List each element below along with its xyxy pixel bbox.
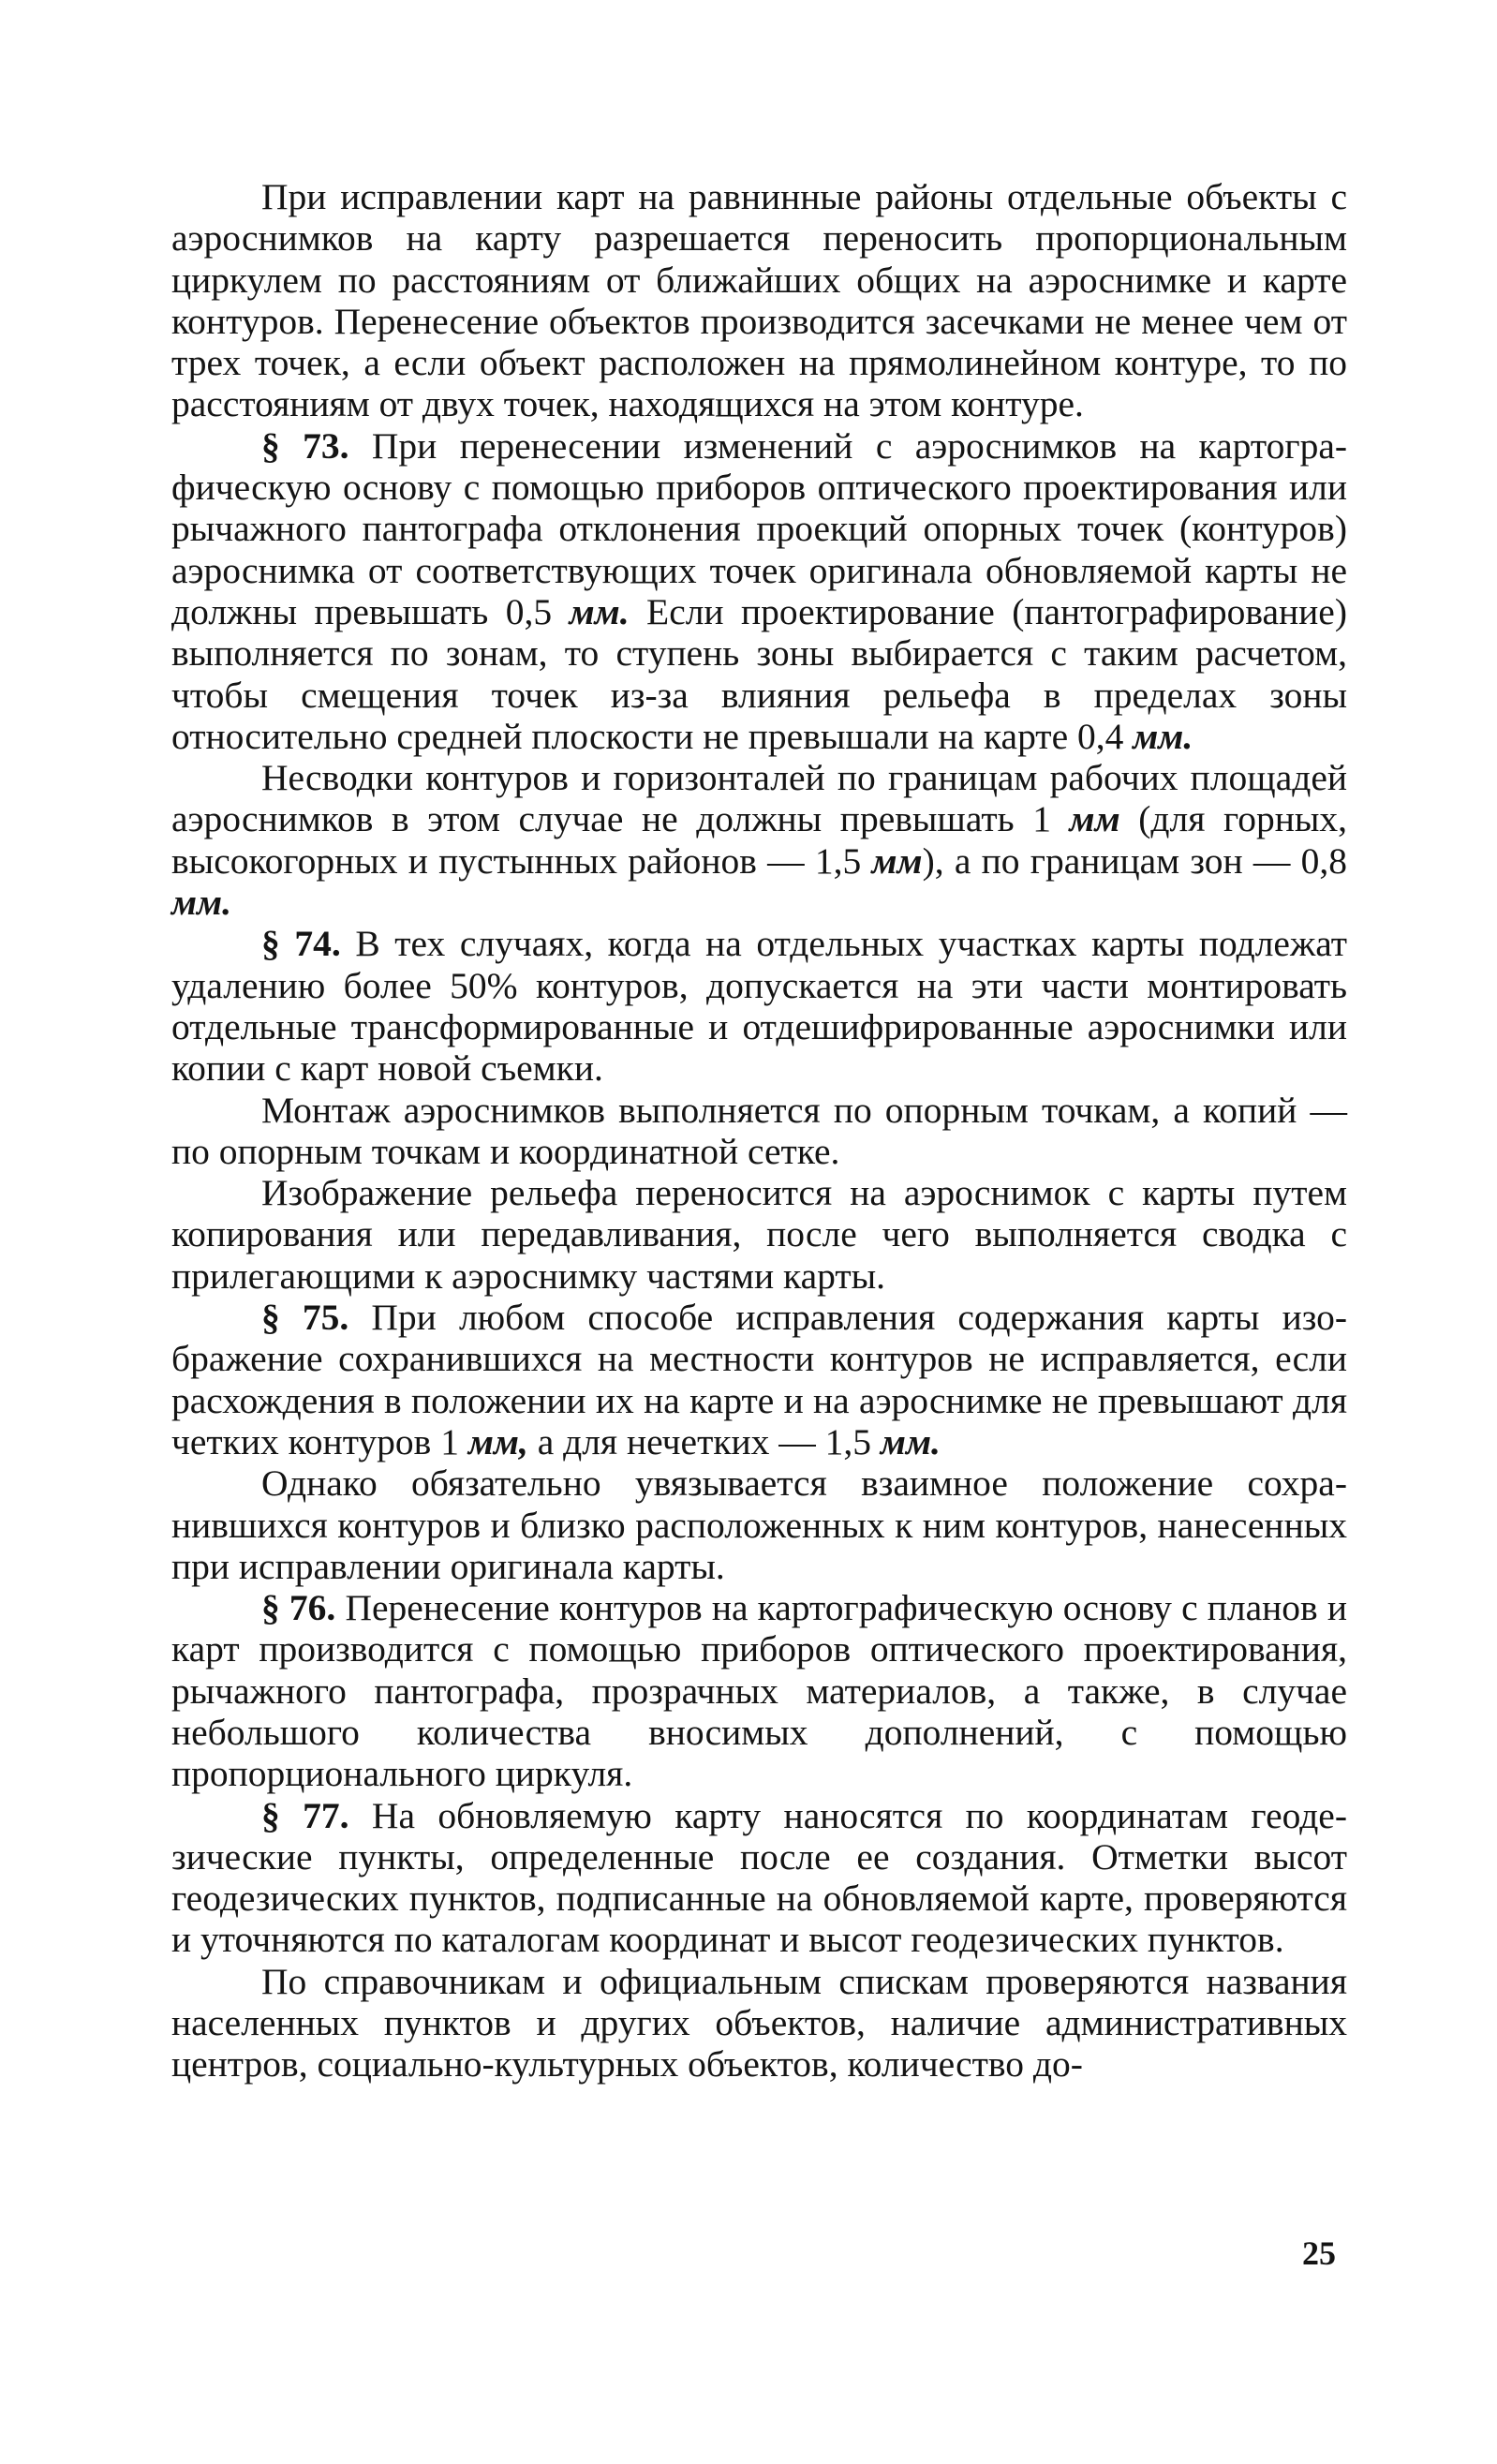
paragraph-section-76 <box>171 1587 1347 1794</box>
unit-label: мм. <box>171 882 231 924</box>
paragraph-8 <box>171 1462 1347 1587</box>
unit-label: мм. <box>1133 715 1193 757</box>
paragraph-text: В тех случаях, когда на отдельных участках карты подлежат удалению более 50% контуров, допускается на эти части монтировать отдельные трансформированные и отдешифрированные аэроснимки или копии с карт новой съемки. <box>171 923 1348 1090</box>
paragraph-1 <box>171 176 1347 425</box>
section-number: § 75. <box>261 1297 349 1339</box>
unit-label: мм. <box>569 590 630 632</box>
paragraph-text: Монтаж аэроснимков выполняется по опорным точкам, а копий — по опорным точкам и координатной сетке. <box>171 1089 1347 1172</box>
paragraph-3 <box>171 757 1347 923</box>
paragraph-6 <box>171 1172 1347 1297</box>
paragraph-text: При любом способе исправления содержания карты изображение сохранившихся на местности контуров не исправляется, если расхождения в положении их на карте и на аэроснимке не превышают для четких контуров 1 <box>171 1297 1348 1462</box>
paragraph-section-73 <box>171 425 1347 757</box>
paragraph-section-77 <box>171 1795 1347 1961</box>
page-body <box>171 176 1347 2085</box>
paragraph-text: На обновляемую карту наносятся по координатам геодезические пункты, определенные после ее создания. Отметки высот геодезических пунктов, подписанные на обновляемой карте, проверяются и уточняются по каталогам координат и высот геодезических пунктов. <box>171 1794 1347 1961</box>
paragraph-section-75 <box>171 1297 1347 1462</box>
paragraph-11 <box>171 1961 1347 2085</box>
paragraph-text: а для нечетких — 1,5 <box>527 1420 881 1462</box>
paragraph-text: Изображение рельефа переносится на аэроснимок с карты путем копирования или передавливания, после чего выполняется сводка с прилегающими к аэроснимку частями карты. <box>171 1172 1347 1297</box>
unit-label: мм, <box>467 1420 528 1462</box>
paragraph-text: Если проектирование (пантографирование) выполняется по зонам, то ступень зоны выбирается с таким расчетом, чтобы смещения точек из-за влияния рельефа в пределах зоны относительно средней плоскости не превышали на карте 0,4 <box>171 590 1347 757</box>
unit-label: мм <box>871 839 923 882</box>
paragraph-5 <box>171 1090 1347 1173</box>
unit-label: мм <box>1069 798 1120 840</box>
unit-label: мм. <box>880 1420 941 1462</box>
paragraph-text: Несводки контуров и горизонталей по границам рабочих площадей аэроснимков в этом случае не должны превышать 1 <box>171 757 1347 840</box>
paragraph-section-74 <box>171 923 1347 1089</box>
section-number: § 73. <box>261 424 349 467</box>
paragraph-text: (для горных, высокогорных и пустынных районов — 1,5 <box>171 798 1347 882</box>
section-number: § 77. <box>261 1794 349 1836</box>
paragraph-text: При исправлении карт на равнинные районы отдельные объекты с аэроснимков на карту разрешается переносить пропорциональным циркулем по расстояниям от ближайших общих на аэроснимке и карте контуров. Перенесение объектов производится засечками не менее чем от трех точек, а если объект расположен на прямолинейном контуре, то по расстояниям от двух точек, находящихся на этом контуре. <box>171 176 1347 425</box>
section-number: § 74. <box>261 923 341 965</box>
paragraph-text: По справочникам и официальным спискам проверяются названия населенных пунктов и других объектов, наличие административных центров, социально-культурных объектов, количество до- <box>171 1960 1347 2085</box>
paragraph-text: ), а по границам зон — 0,8 <box>922 839 1347 882</box>
paragraph-text: Однако обязательно увязывается взаимное положение сохранившихся контуров и близко расположенных к ним контуров, нанесенных при исправлении оригинала карты. <box>171 1462 1347 1587</box>
page-number: 25 <box>1302 2234 1336 2272</box>
paragraph-text: Перенесение контуров на картографическую основу с планов и карт производится с помощью приборов оптического проектирования, рычажного пантографа, прозрачных материалов, а также, в случае небольшого количества вносимых дополнений, с помощью пропорционального циркуля. <box>171 1587 1347 1795</box>
section-number: § 76. <box>261 1587 336 1629</box>
paragraph-text: При перенесении изменений с аэроснимков на картографическую основу с помощью приборов оптического проектирования или рычажного пантографа отклонения проекций опорных точек (контуров) аэроснимка от соответствующих точек оригинала обновляемой карты не должны превышать 0,5 <box>171 424 1348 632</box>
